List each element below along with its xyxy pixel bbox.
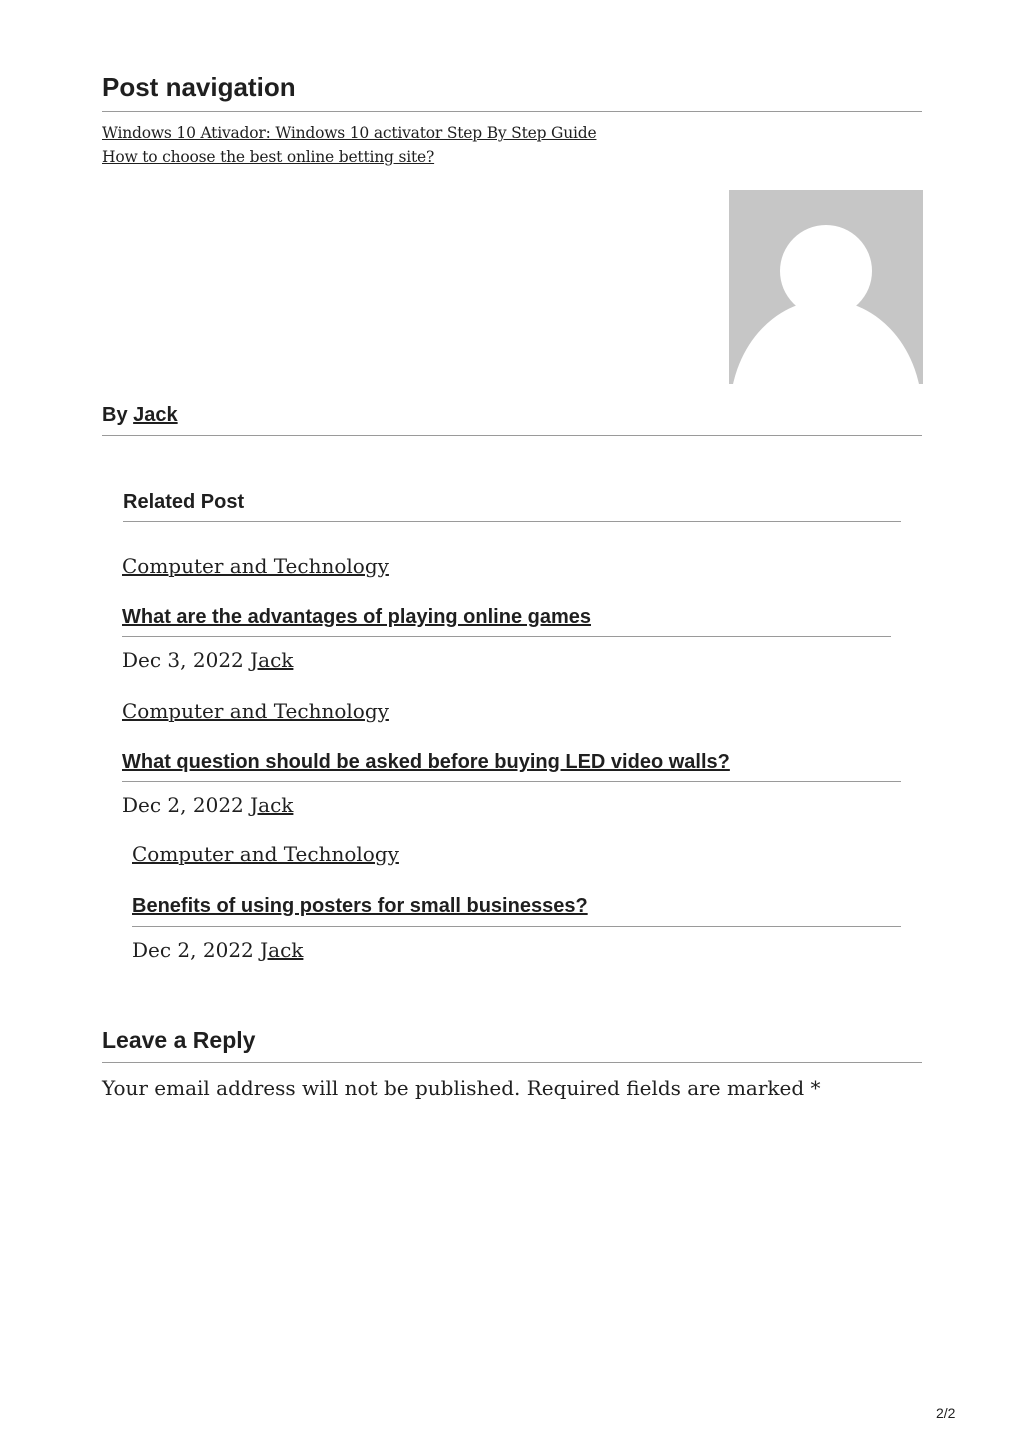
related-post-category-link[interactable]: Computer and Technology — [132, 842, 399, 866]
related-post-author-link[interactable]: Jack — [260, 938, 304, 962]
related-post-title-link[interactable]: What are the advantages of playing online games — [122, 606, 591, 628]
reply-required-note: Your email address will not be published. Required fields are marked * — [102, 1076, 821, 1100]
default-avatar-icon — [729, 190, 923, 384]
related-post-date: Dec 3, 2022 — [122, 648, 244, 672]
related-post-meta — [132, 938, 303, 962]
related-post-author-link[interactable]: Jack — [250, 793, 294, 817]
leave-reply-heading: Leave a Reply — [102, 1027, 256, 1053]
author-avatar — [729, 190, 923, 384]
next-post-link[interactable]: How to choose the best online betting site? — [102, 148, 435, 166]
related-post-title-link[interactable]: What question should be asked before buying LED video walls? — [122, 751, 730, 773]
related-post-title-divider — [132, 926, 901, 927]
by-label: By — [102, 404, 128, 426]
related-post-title-link[interactable]: Benefits of using posters for small businesses? — [132, 895, 588, 917]
leave-reply-divider — [102, 1062, 922, 1063]
previous-post-link[interactable]: Windows 10 Ativador: Windows 10 activator Step By Step Guide — [102, 124, 597, 142]
related-post-category-link[interactable]: Computer and Technology — [122, 554, 389, 578]
author-byline — [102, 404, 178, 427]
page-number: 2/2 — [936, 1405, 956, 1421]
author-name-link[interactable]: Jack — [133, 404, 178, 426]
related-post-meta — [122, 793, 293, 817]
related-post-divider — [123, 521, 901, 522]
related-post-author-link[interactable]: Jack — [250, 648, 294, 672]
post-navigation-divider — [102, 111, 922, 112]
related-post-title-divider — [122, 636, 891, 637]
related-post-date: Dec 2, 2022 — [122, 793, 244, 817]
byline-divider — [102, 435, 922, 436]
related-post-meta — [122, 648, 293, 672]
post-navigation-heading: Post navigation — [102, 72, 296, 102]
related-post-category-link[interactable]: Computer and Technology — [122, 699, 389, 723]
related-post-date: Dec 2, 2022 — [132, 938, 254, 962]
related-post-title-divider — [122, 781, 901, 782]
related-post-heading: Related Post — [123, 491, 245, 513]
